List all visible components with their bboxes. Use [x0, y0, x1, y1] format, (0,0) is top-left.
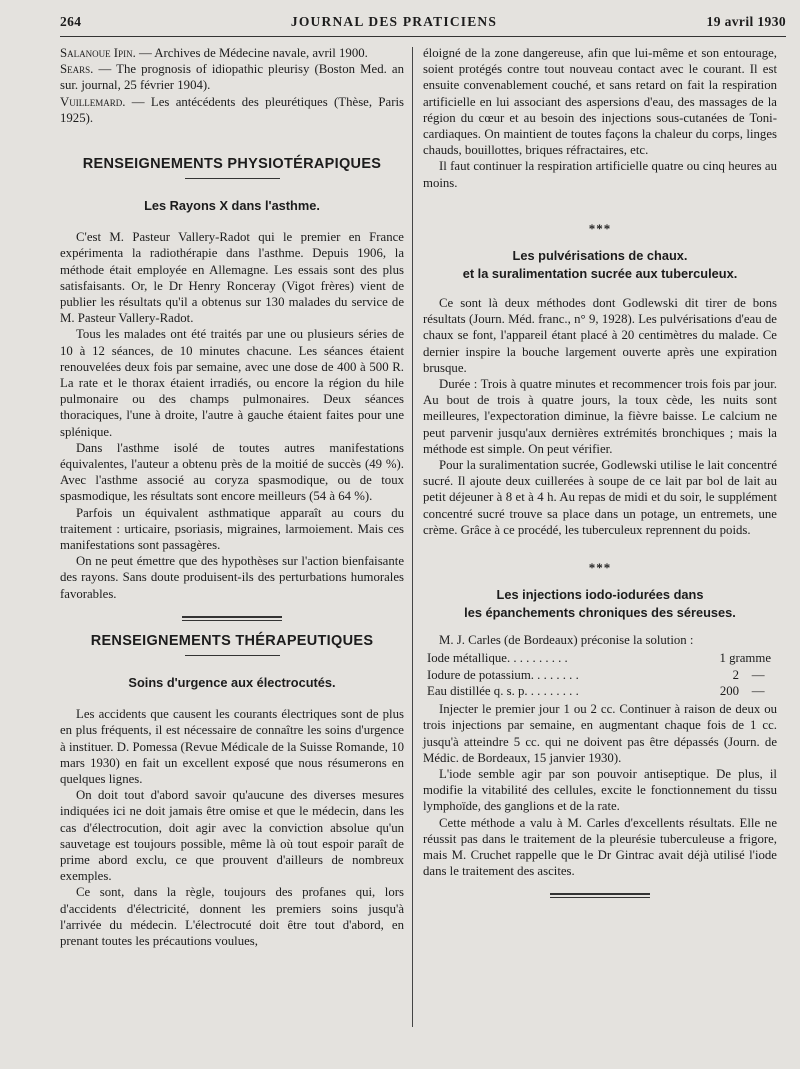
paragraph: Dans l'asthme isolé de toutes autres manifestations équivalentes, l'auteur a obtenu près de la moitié de succès (49 %). Avec l'asthme associé au coryza spasmodique, ou de toux spasmodique, les résultats sont encore meilleurs (54 à 64 %).	[60, 440, 404, 504]
paragraph: L'iode semble agir par son pouvoir antiseptique. De plus, il modifie la vitabilité des cellules, excite le fonctionnement du tissu lymphoïde, des ganglions et de la rate.	[423, 766, 777, 814]
journal-title: JOURNAL DES PRATICIENS	[290, 14, 498, 29]
asterism: ***	[588, 560, 612, 576]
section-heading-physiotherapy: RENSEIGNEMENTS PHYSIOTÉRAPIQUES	[82, 156, 382, 173]
paragraph: Parfois un équivalent asthmatique apparaît au cours du traitement : urticaire, psoriasis, migraines, larmoiement. Mais ces manifestations sont passagères.	[60, 505, 404, 553]
formula-table	[427, 650, 777, 699]
paragraph: Tous les malades ont été traités par une ou plusieurs séries de 10 à 12 séances, de 10 minutes chacune. Les séances étaient renouvelées deux fois par semaine, avec une dose de 400 à 500 R. La rate et le thorax étaient irradiés, ou encore la région du hile pulmonaire ou des champs pulmonaires. Deux séances thoraciques, l'une à droite, l'autre à gauche étaient faites pour une splénique.	[60, 327, 404, 439]
paragraph: Les accidents que causent les courants électriques sont de plus en plus fréquents, il est nécessaire de connaître les soins d'urgence à instituer. D. Pomessa (Revue Médicale de la Suisse Romande, 10 mars 1930) en fait un excellent exposé que nous résumerons en quelques lignes.	[60, 707, 404, 786]
paragraph: Injecter le premier jour 1 ou 2 cc. Continuer à raison de deux ou trois injections par semaine, en augmentant chaque fois de 1 cc. jusqu'à atteindre 5 cc. qui ne doivent pas être dépassés (Journ. de Médic. de Bordeaux, 15 janvier 1930).	[423, 702, 777, 765]
paragraph: On doit tout d'abord savoir qu'aucune des diverses mesures indiquées ici ne doit jamais être omise et que le médecin, dans les cas d'électrocution, doit agir avec la conviction absolue qu'un sauvetage est toujours possible, même là où tout espoir paraît de prime abord exclu, ce que prouvent d'ailleurs de nombreux exemples.	[60, 788, 404, 884]
paragraph: Ce sont, dans la règle, toujours des profanes qui, lors d'accidents d'électricité, donnent les premiers soins jusqu'à l'arrivée du médecin. L'électrocuté doit être tout d'abord, en prenant toutes les précautions voulues,	[60, 885, 404, 948]
article-title-electrocution: Soins d'urgence aux électrocutés.	[128, 675, 336, 691]
paragraph: Il faut continuer la respiration artificielle quatre ou cinq heures au moins.	[423, 159, 777, 190]
paragraph: C'est M. Pasteur Vallery-Radot qui le premier en France expérimenta la radiothérapie dans l'asthme. Depuis 1906, la méthode était employée en Allemagne. Les essais sont des plus satisfaisants. Or, le Dr Henry Ronceray (Vigot frères) vient de publier les résultats qu'il a obtenus sur 130 malades du service de M. Pasteur Vallery-Radot.	[60, 230, 404, 326]
right-column	[413, 45, 777, 1027]
reference-3: Vuillemard. — Les antécédents des pleurétiques (Thèse, Paris 1925).	[60, 94, 404, 125]
double-rule	[182, 616, 282, 621]
paragraph: M. J. Carles (de Bordeaux) préconise la solution :	[439, 633, 694, 648]
reference-2: Sears. — The prognosis of idiopathic pleurisy (Boston Med. an sur. journal, 25 février 1904).	[60, 62, 404, 93]
article-title-iodine: Les injections iodo-iodurées dans les épanchements chroniques des séreuses.	[464, 587, 736, 621]
formula-row: Eau distillée q. s. p. . . . . . . . . 200 —	[427, 683, 771, 698]
article-title-lime: Les pulvérisations de chaux. et la suralimentation sucrée aux tuberculeux.	[462, 248, 738, 282]
paragraph: Cette méthode a valu à M. Carles d'excellents résultats. Elle ne réussit pas dans le traitement de la pleurésie tuberculeuse a frigore, mais M. Cruchet rappelle que le Dr Gintrac avait déjà utilisé l'iode dans le traitement des ascites.	[423, 815, 777, 879]
section-heading-therapeutics: RENSEIGNEMENTS THÉRAPEUTIQUES	[90, 632, 374, 649]
paragraph: éloigné de la zone dangereuse, afin que lui-même et son entourage, soient protégés contre tout nouveau contact avec le courant. Il est ensuite convenablement couché, et sans retard on fait la respiration artificielle en lui associant des aspersions d'eau, des massages de la région du cœur et au besoin des injections sous-cutanées de Toni-cardiaques. On maintient de toutes façons la chaleur du corps, linges chauds, bouillottes, briques réfractaires, etc.	[423, 46, 777, 158]
page-header	[60, 14, 786, 37]
double-rule	[550, 893, 650, 898]
left-column	[60, 45, 412, 1027]
issue-date: 19 avril 1930	[706, 14, 786, 29]
article-title-xrays: Les Rayons X dans l'asthme.	[144, 198, 320, 214]
section-divider	[185, 655, 280, 656]
reference-1: Salanoue Ipin. — Archives de Médecine navale, avril 1900.	[60, 46, 368, 60]
paragraph: Durée : Trois à quatre minutes et recommencer trois fois par jour. Au bout de trois à quatre jours, la toux cède, les nuits sont meilleures, l'expectoration diminue, la fièvre baisse. Le calcium ne peut parvenir jusqu'aux dernières extrémités bronchiques ; mais la méthode est simple. On peut vérifier.	[423, 377, 777, 456]
asterism: ***	[588, 220, 612, 236]
paragraph: Ce sont là deux méthodes dont Godlewski dit tirer de bons résultats (Journ. Méd. franc., n° 9, 1928). Les pulvérisations d'eau de chaux se font, l'appareil étant placé à 20 centimètres du malade. Ce dernier inspire la bouche largement ouverte après une expiration brusque.	[423, 296, 777, 375]
section-divider	[185, 178, 280, 179]
formula-row: Iodure de potassium. . . . . . . . 2 —	[427, 667, 771, 682]
formula-row: Iode métallique. . . . . . . . . . 1 gramme	[427, 651, 771, 666]
paragraph: Pour la suralimentation sucrée, Godlewski utilise le lait concentré sucré. Il ajoute deux cuillerées à soupe de ce lait par bol de lait au petit déjeuner à 8 et à 4 h. Au repas de midi et du soir, le supplément concentré sucré trouve sa place dans un potage, un entremets, une crème. Grâce à ce procédé, les tuberculeux reprennent du poids.	[423, 458, 777, 537]
paragraph: On ne peut émettre que des hypothèses sur l'action bienfaisante des rayons. Sans doute produisent-ils des perturbations humorales favorables.	[60, 554, 404, 601]
page-number: 264	[60, 14, 82, 29]
